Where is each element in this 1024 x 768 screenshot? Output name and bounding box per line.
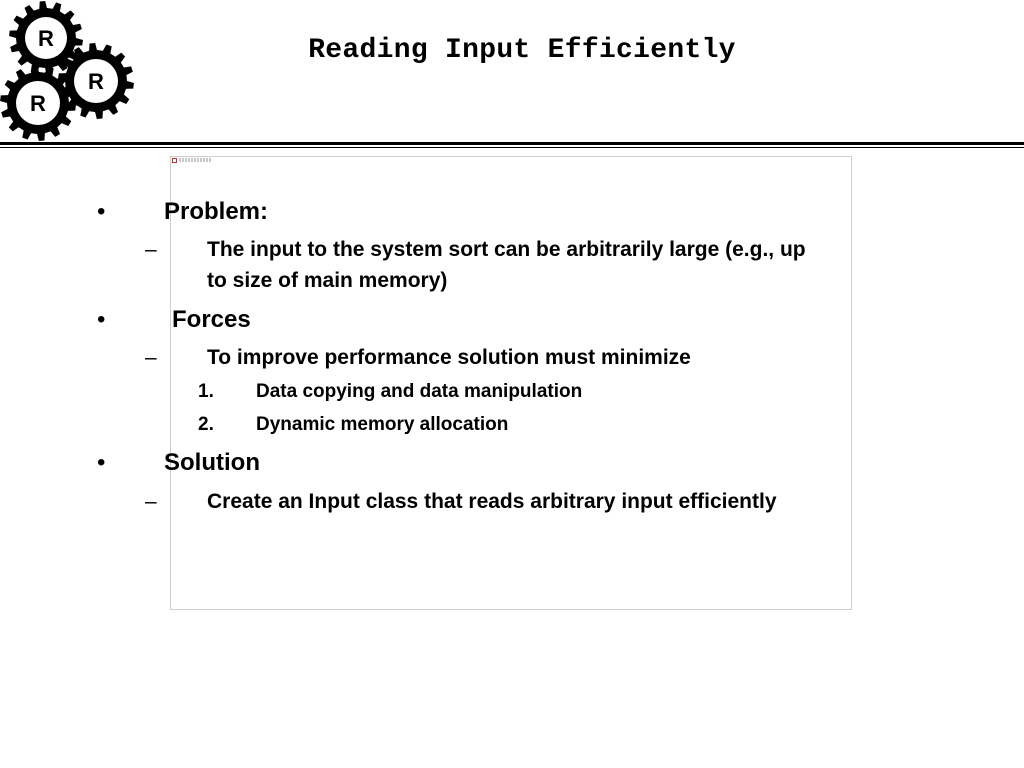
number-marker: 2.	[198, 414, 214, 435]
bullet-label: Solution	[164, 449, 260, 476]
sub-bullet-text: Create an Input class that reads arbitrary input efficiently	[207, 490, 777, 513]
sub-bullet-text-line-2: to size of main memory)	[207, 269, 448, 292]
gear-letter: R	[88, 69, 104, 94]
dash-marker: –	[145, 238, 157, 261]
sub-bullet-text: To improve performance solution must minimize	[207, 346, 691, 369]
numbered-item-text: Data copying and data manipulation	[256, 381, 583, 402]
dash-marker: –	[145, 490, 157, 513]
sub-bullet-text-line-1: The input to the system sort can be arbitrarily large (e.g., up	[207, 238, 806, 261]
gear-letter: R	[30, 91, 46, 116]
bullet-label: Forces	[172, 306, 251, 333]
numbered-item-text: Dynamic memory allocation	[256, 414, 509, 435]
bullet-marker: •	[97, 449, 106, 476]
bullet-label: Problem:	[164, 198, 269, 225]
gear-letter: R	[38, 26, 54, 51]
slide-title: Reading Input Efficiently	[308, 35, 736, 66]
bullet-marker: •	[97, 306, 106, 333]
dash-marker: –	[145, 346, 157, 369]
number-marker: 1.	[198, 381, 214, 402]
bullet-marker: •	[97, 198, 106, 225]
sub-bullet-problem-1-cont	[207, 265, 447, 296]
